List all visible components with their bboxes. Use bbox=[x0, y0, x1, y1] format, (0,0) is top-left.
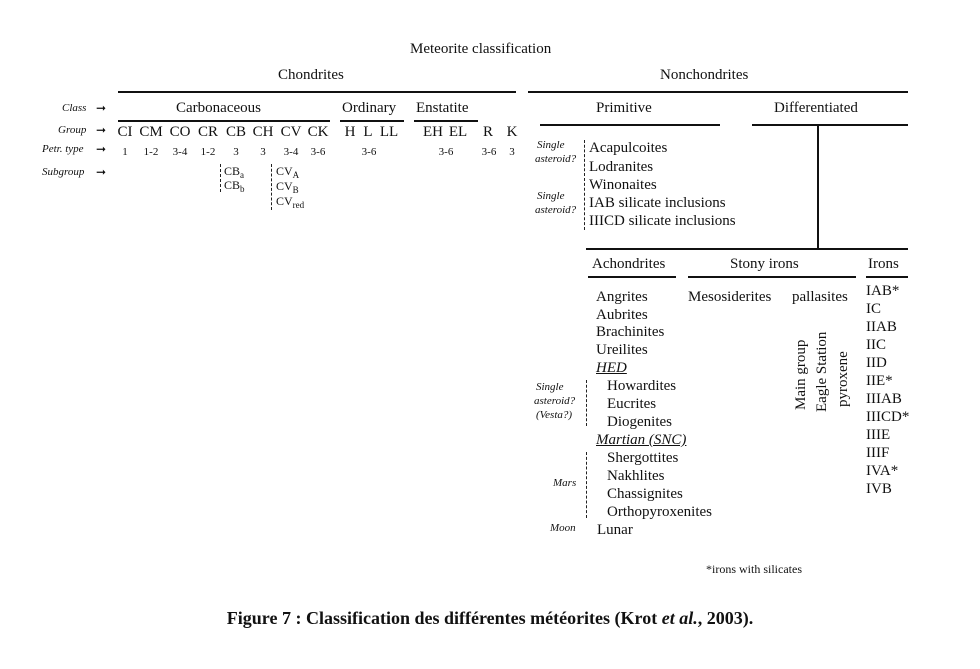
primitive-note-1b: asteroid? bbox=[535, 153, 577, 165]
group-h: H bbox=[344, 124, 356, 140]
carbonaceous-line bbox=[118, 120, 330, 122]
primitive-note-2b: asteroid? bbox=[535, 204, 577, 216]
group-k: K bbox=[506, 124, 518, 140]
petr-enstatite: 3-6 bbox=[438, 146, 454, 158]
class-row-label: Class bbox=[62, 102, 87, 114]
chondrites-heading: Chondrites bbox=[278, 67, 344, 83]
hed-note-1: Single bbox=[536, 381, 564, 393]
group-ch: CH bbox=[252, 124, 274, 140]
iron-iiie: IIIE bbox=[866, 427, 891, 443]
group-co: CO bbox=[169, 124, 191, 140]
cb-subgroup-bracket bbox=[220, 164, 221, 192]
primitive-note-1a: Single bbox=[537, 139, 565, 151]
brachinites: Brachinites bbox=[596, 324, 665, 340]
iron-iiab: IIAB bbox=[866, 319, 897, 335]
nonchondrites-heading: Nonchondrites bbox=[660, 67, 749, 83]
ordinary-heading: Ordinary bbox=[342, 100, 397, 116]
subgroup-cvb: $CV_B$ bbox=[276, 179, 299, 195]
howardites: Howardites bbox=[607, 378, 677, 394]
group-cv: CV bbox=[280, 124, 302, 140]
acapulcoites: Acapulcoites bbox=[589, 140, 668, 156]
stony-irons-line bbox=[688, 276, 856, 278]
petr-cb: 3 bbox=[233, 146, 239, 158]
mars-bracket bbox=[586, 452, 587, 518]
differentiated-heading: Differentiated bbox=[774, 100, 858, 116]
winonaites: Winonaites bbox=[589, 177, 657, 193]
subgroup-cvred: $CV_{red}$ bbox=[276, 194, 305, 210]
differentiated-line bbox=[752, 124, 908, 126]
pallasite-main-group: Main group bbox=[793, 339, 809, 410]
shergottites: Shergottites bbox=[607, 450, 679, 466]
group-cb: CB bbox=[225, 124, 246, 140]
diagram-title: Meteorite classification bbox=[410, 41, 552, 57]
petr-co: 3-4 bbox=[172, 146, 188, 158]
nonchondrites-line bbox=[528, 91, 908, 93]
group-el: EL bbox=[448, 124, 468, 140]
subgroup-cva: $CV_A$ bbox=[276, 164, 300, 180]
irons-line bbox=[866, 276, 908, 278]
ordinary-line bbox=[340, 120, 404, 122]
irons-heading: Irons bbox=[868, 256, 899, 272]
martian-heading: Martian (SNC) bbox=[596, 432, 687, 448]
ureilites: Ureilites bbox=[596, 342, 648, 358]
iron-iiicd: IIICD* bbox=[866, 409, 910, 425]
petr-ch: 3 bbox=[260, 146, 266, 158]
eucrites: Eucrites bbox=[607, 396, 657, 412]
nakhlites: Nakhlites bbox=[607, 468, 665, 484]
iab-silicate-inclusions: IAB silicate inclusions bbox=[589, 195, 726, 211]
group-cr: CR bbox=[197, 124, 218, 140]
iiicd-silicate-inclusions: IIICD silicate inclusions bbox=[589, 213, 736, 229]
group-arrow-icon: ➞ bbox=[96, 123, 107, 137]
aubrites: Aubrites bbox=[596, 307, 648, 323]
subgroup-cbb: $CB_b$ bbox=[224, 178, 245, 194]
diogenites: Diogenites bbox=[607, 414, 672, 430]
petr-ck: 3-6 bbox=[310, 146, 326, 158]
petr-arrow-icon: ➞ bbox=[96, 142, 107, 156]
iron-iva: IVA* bbox=[866, 463, 899, 479]
group-ci: CI bbox=[117, 124, 133, 140]
group-r: R bbox=[482, 124, 493, 140]
orthopyroxenites: Orthopyroxenites bbox=[607, 504, 712, 520]
angrites: Angrites bbox=[596, 289, 648, 305]
pallasite-eagle-station: Eagle Station bbox=[814, 331, 830, 412]
group-row-label: Group bbox=[58, 124, 87, 136]
differentiated-branch-line bbox=[586, 248, 908, 250]
pallasites: pallasites bbox=[792, 289, 848, 305]
lunar: Lunar bbox=[597, 522, 633, 538]
iron-iid: IID bbox=[866, 355, 887, 371]
stony-irons-heading: Stony irons bbox=[730, 256, 799, 272]
primitive-line bbox=[540, 124, 720, 126]
achondrites-line bbox=[588, 276, 676, 278]
subgroup-cba: $CB_a$ bbox=[224, 164, 245, 180]
differentiated-connector bbox=[817, 126, 819, 248]
mars-note: Mars bbox=[553, 477, 577, 489]
iron-iab: IAB* bbox=[866, 283, 900, 299]
achondrites-heading: Achondrites bbox=[592, 256, 666, 272]
enstatite-line bbox=[414, 120, 478, 122]
primitive-bracket-2 bbox=[584, 178, 585, 230]
figure-caption: Figure 7 : Classification des différentes météorites (Krot et al., 2003). bbox=[226, 608, 754, 628]
hed-note-3: (Vesta?) bbox=[536, 409, 573, 421]
chassignites: Chassignites bbox=[607, 486, 683, 502]
petr-ordinary: 3-6 bbox=[361, 146, 377, 158]
petr-r: 3-6 bbox=[481, 146, 497, 158]
group-cm: CM bbox=[139, 124, 163, 140]
primitive-heading: Primitive bbox=[596, 100, 652, 116]
primitive-note-2a: Single bbox=[537, 190, 565, 202]
iron-iic: IIC bbox=[866, 337, 886, 353]
petr-k: 3 bbox=[509, 146, 515, 158]
hed-note-2: asteroid? bbox=[534, 395, 576, 407]
group-eh: EH bbox=[423, 124, 443, 140]
mesosiderites: Mesosiderites bbox=[688, 289, 772, 305]
subgroup-row-label: Subgroup bbox=[42, 166, 85, 178]
lodranites: Lodranites bbox=[589, 159, 654, 175]
iron-ic: IC bbox=[866, 301, 881, 317]
class-arrow-icon: ➞ bbox=[96, 101, 107, 115]
moon-note: Moon bbox=[550, 522, 576, 534]
group-l: L bbox=[363, 124, 373, 140]
iron-iie: IIE* bbox=[866, 373, 893, 389]
chondrites-line bbox=[118, 91, 516, 93]
iron-ivb: IVB bbox=[866, 481, 892, 497]
carbonaceous-heading: Carbonaceous bbox=[176, 100, 261, 116]
iron-iiiab: IIIAB bbox=[866, 391, 902, 407]
enstatite-heading: Enstatite bbox=[416, 100, 469, 116]
pallasite-pyroxene: pyroxene bbox=[835, 351, 851, 407]
petr-cv: 3-4 bbox=[283, 146, 299, 158]
subgroup-arrow-icon: ➞ bbox=[96, 165, 107, 179]
group-ll: LL bbox=[379, 124, 399, 140]
iron-iiif: IIIF bbox=[866, 445, 890, 461]
group-ck: CK bbox=[307, 124, 329, 140]
petr-cr: 1-2 bbox=[200, 146, 216, 158]
cv-subgroup-bracket bbox=[271, 164, 272, 210]
petr-ci: 1 bbox=[122, 146, 128, 158]
hed-heading: HED bbox=[596, 360, 627, 376]
petr-cm: 1-2 bbox=[143, 146, 159, 158]
hed-bracket bbox=[586, 380, 587, 426]
petr-row-label: Petr. type bbox=[42, 143, 84, 155]
irons-footnote: *irons with silicates bbox=[706, 562, 802, 576]
primitive-bracket-1 bbox=[584, 140, 585, 176]
